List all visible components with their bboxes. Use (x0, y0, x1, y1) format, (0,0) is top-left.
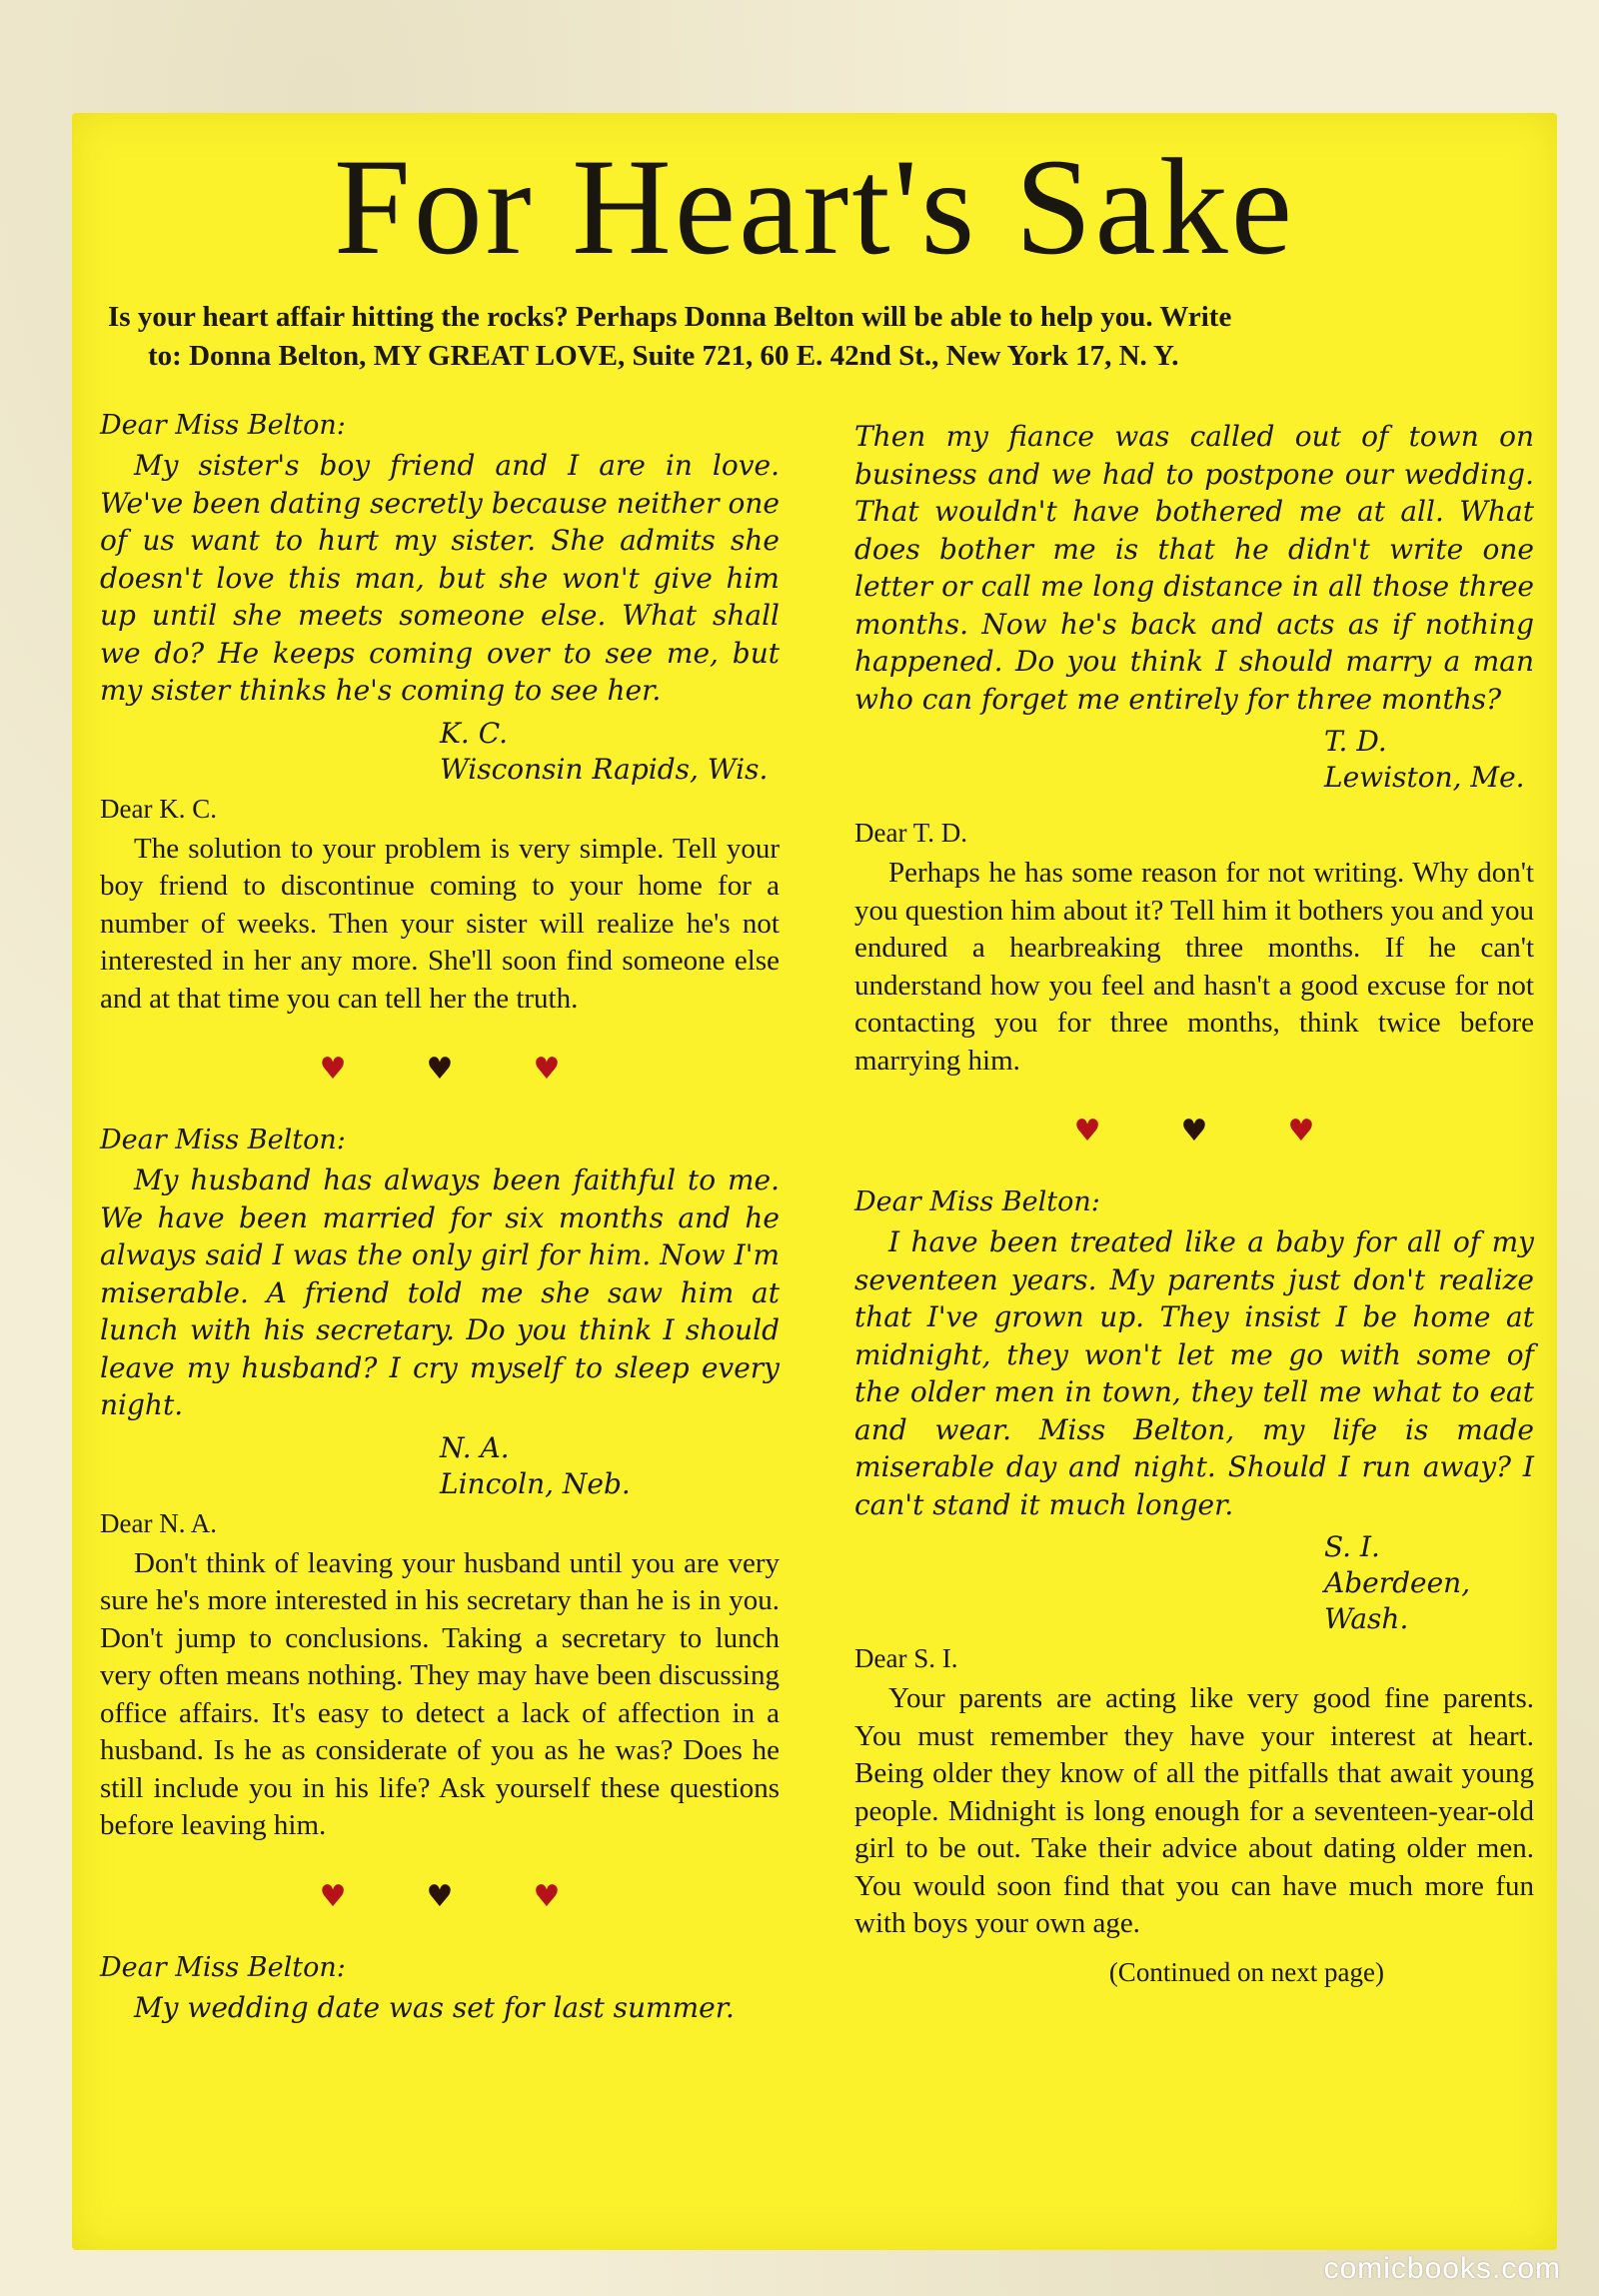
letter-signature (100, 716, 780, 788)
page-title: For Heart's Sake (334, 130, 1295, 283)
letter-signature (100, 1430, 780, 1502)
heart-icon: ♥ (1073, 1114, 1101, 1148)
heart-icon: ♥ (426, 1052, 454, 1087)
heart-icon: ♥ (1180, 1114, 1208, 1148)
reply-salutation: Dear S. I. (854, 1643, 958, 1673)
heart-icon: ♥ (319, 1878, 347, 1914)
hearts-divider (100, 1879, 780, 1914)
signature-initials: T. D. (1324, 725, 1387, 758)
signature-initials: N. A. (440, 1430, 510, 1464)
letter-body: I have been treated like a baby for all of my seventeen years. My parents just don't realize that I've grown up. They insist I be home at midnight, they won't let me go with some of the older men in town, they tell me what to eat and wear. Miss Belton, my life is made miserable day and night. Should I run away? I can't stand it much longer. (854, 1225, 1534, 1521)
reply-salutation: Dear T. D. (854, 818, 967, 848)
heart-icon: ♥ (1287, 1114, 1315, 1148)
reply-body: Perhaps he has some reason for not writing. Why don't you question him about it? Tell him it bothers you and you endured a hearbreaking three months. If he can't understand how you feel and hasn't a good excuse for not contacting you for three months, think twice before marrying him. (854, 857, 1534, 1077)
heart-icon: ♥ (533, 1878, 561, 1914)
right-column (854, 418, 1534, 1988)
reply-body: Your parents are acting like very good fine parents. You must remember they have your interest at heart. Being older they know of all the pitfalls that await young people. Midnight is long enough for a seventeen-year-old girl to be out. Take their advice about dating older men. You would soon find that you can have much more fun with boys your own age. (854, 1682, 1534, 1939)
letter-salutation: Dear Miss Belton: (100, 1951, 346, 1983)
letter-body-continued: Then my fiance was called out of town on business and we had to postpone our wedding. That wouldn't have bothered me at all. What does bother me is that he didn't write one letter or call me long distance in all those three months. Now he's back and acts as if nothing happened. Do you think I should marry a man who can forget me entirely for three months? (854, 420, 1534, 716)
intro-line-1: Is your heart affair hitting the rocks? Perhaps Donna Belton will be able to help you. Write (108, 301, 1232, 333)
hearts-divider (854, 1114, 1534, 1148)
signature-initials: S. I. (1324, 1530, 1380, 1563)
continued-note: (Continued on next page) (1108, 1956, 1384, 1987)
left-column (100, 410, 780, 2026)
reply-salutation: Dear N. A. (100, 1507, 217, 1538)
hearts-divider (100, 1052, 780, 1087)
reply-body: Don't think of leaving your husband until you are very sure he's more interested in his secretary than he is in you. Don't jump to conclusions. Taking a secretary to lunch very often means nothing. They may have been discussing office affairs. It's easy to detect a lack of affection in a husband. Is he as considerate of you as he was? Does he still include you in his life? Ask yourself these questions before leaving him. (100, 1546, 780, 1841)
intro-text (108, 298, 1539, 376)
heart-icon: ♥ (533, 1052, 561, 1087)
signature-place: Aberdeen, Wash. (1324, 1566, 1471, 1635)
letter-body: My sister's boy friend and I are in love. We've been dating secretly because neither one of us want to hurt my sister. She admits she doesn't love this man, but she won't give him up until she meets someone else. What shall we do? He keeps coming over to see me, but my sister thinks he's coming to see her. (100, 449, 780, 707)
signature-place: Wisconsin Rapids, Wis. (440, 752, 769, 786)
heart-icon: ♥ (319, 1052, 347, 1087)
letter-signature (854, 1529, 1534, 1637)
letter-body: My husband has always been faithful to me. We have been married for six months and he always said I was the only girl for him. Now I'm miserable. A friend told me she saw him at lunch with his secretary. Do you think I should leave my husband? I cry myself to sleep every night. (100, 1163, 780, 1421)
heart-icon: ♥ (426, 1878, 454, 1914)
signature-place: Lincoln, Neb. (440, 1466, 631, 1500)
signature-initials: K. C. (440, 716, 509, 750)
reply-salutation: Dear K. C. (100, 793, 217, 824)
reply-body: The solution to your problem is very simple. Tell your boy friend to discontinue coming to your home for a number of weeks. Then your sister will realize he's not interested in her any more. She'll soon find someone else and at that time you can tell her the truth. (100, 832, 780, 1015)
letter-body: My wedding date was set for last summer. (134, 1990, 735, 2024)
letter-signature (854, 724, 1534, 796)
letter-salutation: Dear Miss Belton: (100, 410, 346, 441)
watermark: comicbooks.com (1323, 2252, 1561, 2285)
letter-salutation: Dear Miss Belton: (100, 1125, 346, 1155)
intro-line-2: to: Donna Belton, MY GREAT LOVE, Suite 721, 60 E. 42nd St., New York 17, N. Y. (148, 340, 1179, 372)
signature-place: Lewiston, Me. (1324, 761, 1525, 794)
letter-salutation: Dear Miss Belton: (854, 1186, 1100, 1217)
